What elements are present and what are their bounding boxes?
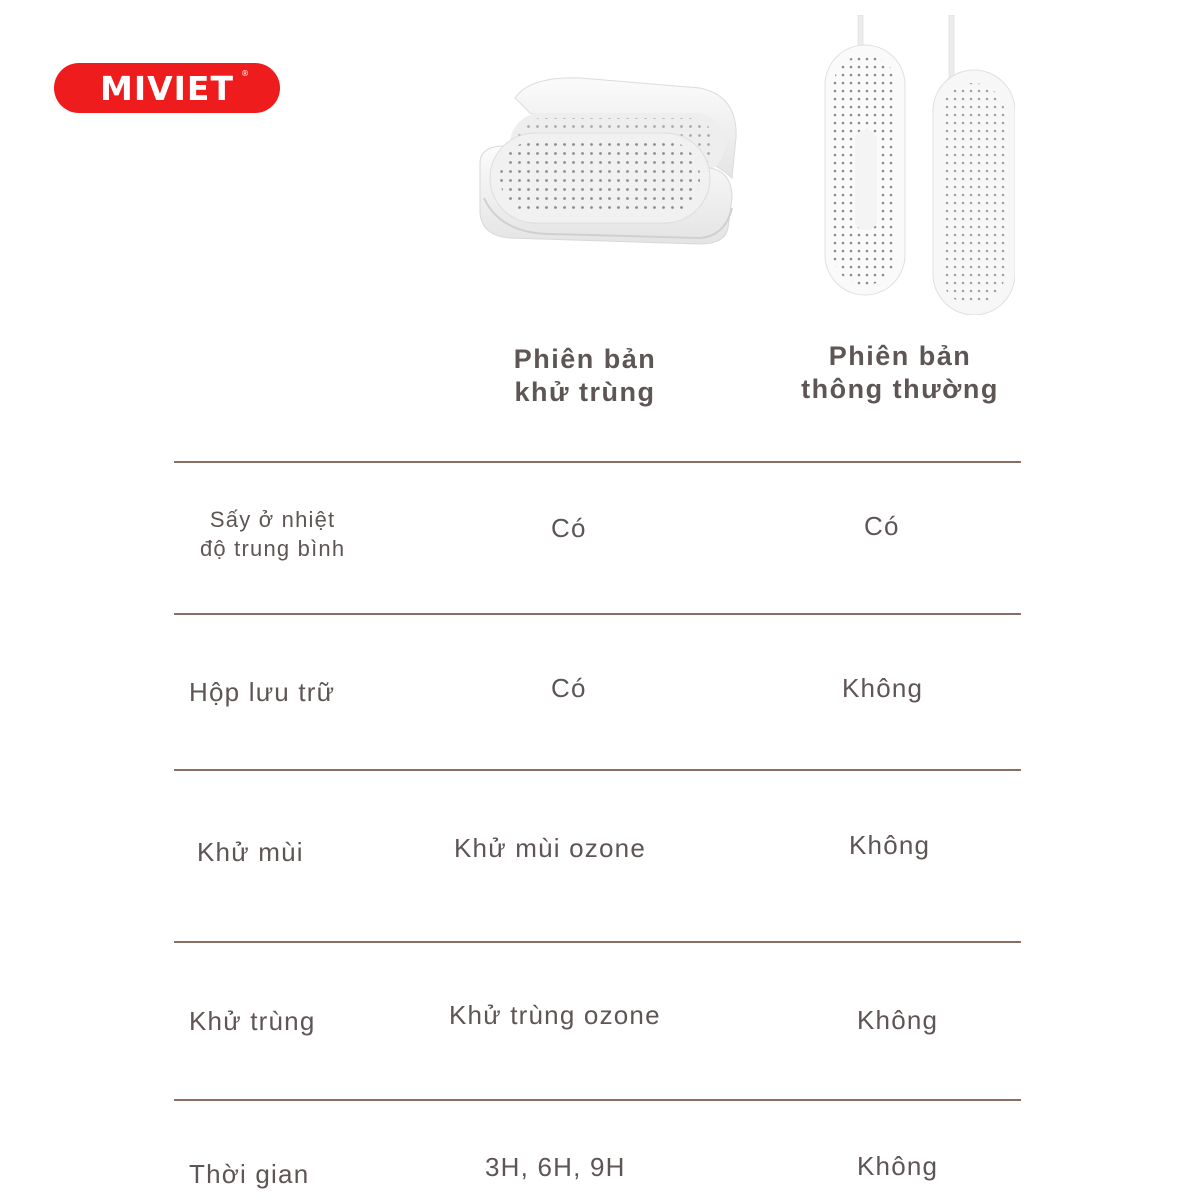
shoe-dryer-hanging-pair-image (815, 15, 1015, 315)
cell-sterilize-deodorize: Khử mùi ozone (454, 833, 646, 863)
feature-label-deodorize: Khử mùi (197, 837, 304, 867)
cell-sterilize-sterilize: Khử trùng ozone (449, 1000, 661, 1030)
column-header-line: thông thường (801, 374, 999, 404)
registered-mark: ® (241, 69, 250, 78)
table-divider (174, 613, 1021, 615)
table-divider (174, 769, 1021, 771)
feature-label-medium-temperature-drying (200, 505, 345, 563)
cell-sterilize-medium-temperature-drying: Có (551, 513, 587, 543)
column-header-line: Phiên bản (513, 344, 657, 374)
table-divider (174, 1099, 1021, 1101)
cell-sterilize-duration: 3H, 6H, 9H (485, 1152, 626, 1182)
feature-label-line: Sấy ở nhiệt (209, 507, 336, 532)
table-divider (174, 941, 1021, 943)
brand-logo (54, 63, 280, 113)
column-header-sterilize-version (470, 343, 700, 409)
cell-standard-duration: Không (857, 1151, 939, 1181)
cell-standard-storage-box: Không (842, 673, 924, 703)
brand-logo-text: MIVIET (100, 68, 234, 108)
feature-label-storage-box: Hộp lưu trữ (189, 677, 336, 707)
column-header-line: Phiên bản (828, 341, 972, 371)
cell-standard-medium-temperature-drying: Có (864, 511, 900, 541)
cell-standard-sterilize: Không (857, 1005, 939, 1035)
table-divider (174, 461, 1021, 463)
feature-label-duration: Thời gian (189, 1159, 310, 1189)
column-header-standard-version (770, 340, 1030, 406)
cell-standard-deodorize: Không (849, 830, 931, 860)
column-header-line: khử trùng (514, 377, 656, 407)
feature-label-sterilize: Khử trùng (189, 1006, 316, 1036)
feature-label-line: độ trung bình (200, 536, 346, 561)
cell-sterilize-storage-box: Có (551, 673, 587, 703)
shoe-dryer-storage-box-image (470, 68, 740, 248)
